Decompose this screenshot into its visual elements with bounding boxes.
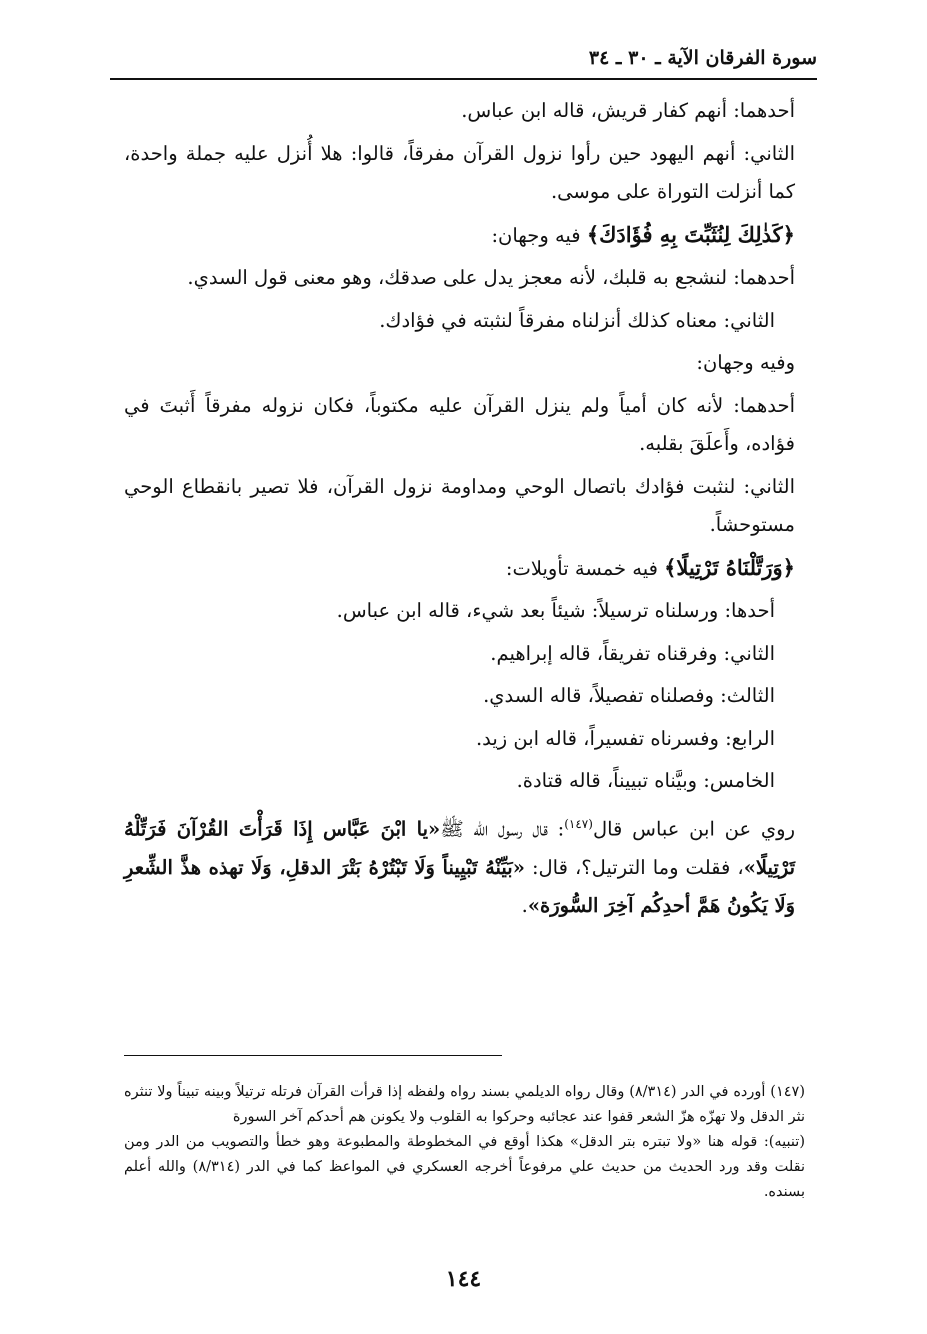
hadith-quote: «يا ابْنَ عَبَّاس إِذَا قَرَأْتَ القُرْآنَ فَرَتِّلْهُ تَرْتِيلًا» — [124, 817, 796, 879]
paragraph-text: أحدها: ورسلناه ترسيلاً: شيئاً بعد شيء، قاله ابن عباس. — [336, 599, 775, 622]
paragraph — [124, 468, 805, 545]
paragraph — [124, 762, 805, 801]
footnote-separator — [124, 1055, 502, 1056]
footnote-reference: (١٤٧) — [564, 816, 593, 831]
verse-paragraph — [124, 549, 805, 589]
paragraph — [124, 302, 805, 341]
paragraph-text: أحدهما: أنهم كفار قريش، قاله ابن عباس. — [461, 99, 795, 122]
footnote-text: (١٤٧) أورده في الدر (٨/٣١٤) وقال رواه الديلمي بسند رواه ولفظه إذا قرأت القرآن فرتله ترتيلاً وبينه تبيناً ولا تنثره نثر الدقل ولا تهزّه هزّ الشعر قفوا عند عجائبه وحركوا به القلوب ولا يكونن هم أحدكم آخر السورة — [124, 1084, 805, 1125]
paragraph — [124, 92, 805, 131]
quran-verse: ﴿وَرَتَّلْنَاهُ تَرْتِيلًا﴾ — [664, 554, 795, 580]
hadith-text: ، فقلت وما الترتيل؟، قال: — [524, 855, 744, 879]
paragraph-text: فيه وجهان: — [491, 223, 587, 247]
paragraph — [124, 387, 805, 464]
paragraph — [124, 720, 805, 759]
paragraph-text: الرابع: وفسرناه تفسيراً، قاله ابن زيد. — [475, 726, 775, 750]
hadith-intro: روي عن ابن عباس قال — [592, 817, 795, 840]
paragraph — [124, 677, 805, 716]
paragraph-text: فيه خمسة تأويلات: — [505, 556, 665, 580]
verse-paragraph — [124, 216, 805, 256]
paragraph-text: أحدهما: لأنه كان أمياً ولم ينزل القرآن عليه مكتوباً، فكان نزوله مفرقاً أَثبتَ في فؤاده، وأَعلَقَ بقلبه. — [124, 393, 795, 455]
paragraph — [124, 635, 805, 674]
paragraph-text: الثاني: لنثبت فؤادك باتصال الوحي ومداومة نزول القرآن، فلا تصير بانقطاع الوحي مستوحشاً. — [124, 474, 795, 536]
footnotes — [124, 1080, 805, 1205]
main-text — [124, 92, 805, 930]
paragraph — [124, 344, 805, 383]
paragraph-text: الثاني: معناه كذلك أنزلناه مفرقاً لنثبته في فؤادك. — [379, 308, 775, 332]
hadith-end: . — [521, 894, 528, 917]
paragraph — [124, 259, 805, 298]
paragraph-text: الثاني: وفرقناه تفريقاً، قاله إبراهيم. — [490, 641, 775, 665]
paragraph-text: وفيه وجهان: — [696, 351, 795, 374]
hadith-paragraph — [124, 805, 805, 926]
hadith-quote: «بَيِّنْهُ تَبْيِيناً وَلَا تَبْتُرْهُ بَتْرَ الدقلِ، وَلَا تهذه هذَّ الشِّعرِ وَلَا يَكُونُ هَمَّ أحدِكُم آخِرَ السُّورَة» — [124, 855, 795, 917]
paragraph — [124, 592, 805, 631]
paragraph-text: الثالث: وفصلناه تفصيلاً، قاله السدي. — [483, 684, 775, 707]
page-number: ١٤٤ — [445, 1266, 482, 1292]
hadith-text: : قال رسول الله ﷺ — [440, 817, 565, 840]
paragraph-text: الثاني: أنهم اليهود حين رأوا نزول القرآن مفرقاً، قالوا: هلا أُنزل عليه جملة واحدة، كما أنزلت التوراة على موسى. — [124, 141, 795, 203]
paragraph — [124, 135, 805, 212]
running-header: سورة الفرقان الآية ـ ٣٠ ـ ٣٤ — [110, 38, 817, 80]
quran-verse: ﴿كَذٰلِكَ لِنُثَبِّتَ بِهِ فُؤَادَكَ﴾ — [586, 221, 795, 247]
paragraph-text: الخامس: وبيَّناه تبييناً، قاله قتادة. — [516, 769, 775, 792]
footnote-text: (تنبيه): قوله هنا «ولا تبتره بتر الدقل» هكذا أوقع في المخطوطة والمطبوعة وهو خطأ والتصويب من الدر ومن نقلت وقد ورد الحديث من حديث علي مرفوعاً أخرجه العسكري في المواعظ كما في الدر (٨/٣١٤) والله أعلم بسنده. — [124, 1134, 805, 1200]
paragraph-text: أحدهما: لنشجع به قلبك، لأنه معجز يدل على صدقك، وهو معنى قول السدي. — [187, 266, 795, 289]
